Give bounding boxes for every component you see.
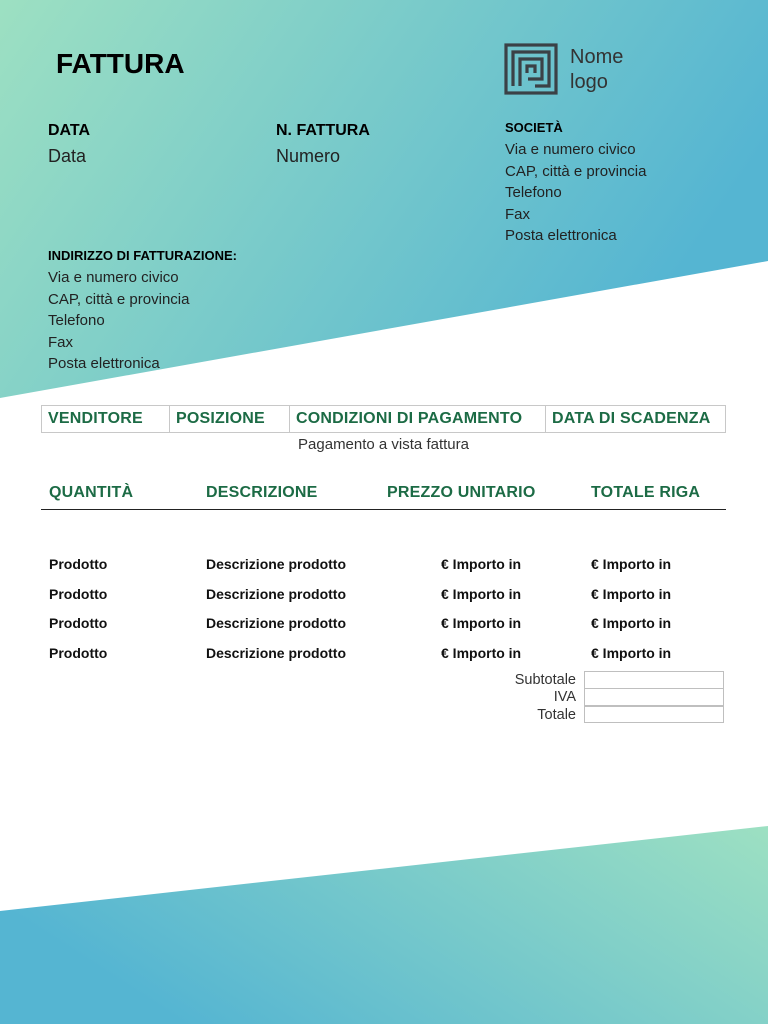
terms-col-position: POSIZIONE (170, 406, 290, 432)
footer-background (0, 826, 768, 1024)
company-city[interactable]: CAP, città e provincia (505, 162, 647, 180)
table-row (0, 556, 768, 576)
item-line-total[interactable]: € Importo in (591, 645, 672, 661)
items-col-quantity: QUANTITÀ (49, 484, 134, 501)
terms-col-due-date: DATA DI SCADENZA (552, 410, 711, 427)
billing-street[interactable]: Via e numero civico (48, 269, 179, 286)
terms-col-payment-conditions: CONDIZIONI DI PAGAMENTO (290, 406, 546, 432)
total-row (480, 706, 724, 724)
totals-block (480, 671, 724, 724)
total-label: Totale (537, 706, 576, 723)
items-table-header (41, 476, 726, 510)
item-quantity[interactable]: Prodotto (49, 586, 108, 602)
table-row (0, 615, 768, 635)
items-col-description: DESCRIZIONE (206, 484, 318, 501)
payment-terms-value[interactable]: Pagamento a vista fattura (298, 436, 469, 453)
total-field[interactable] (584, 706, 724, 724)
subtotal-row (480, 671, 724, 689)
item-line-total[interactable]: € Importo in (591, 556, 672, 572)
company-fax[interactable]: Fax (505, 205, 531, 223)
item-unit-price[interactable]: € Importo in (441, 586, 522, 602)
company-street[interactable]: Via e numero civico (505, 141, 636, 158)
billing-city[interactable]: CAP, città e provincia (48, 290, 190, 308)
date-label: DATA (48, 122, 91, 139)
billing-fax[interactable]: Fax (48, 333, 74, 351)
date-value[interactable]: Data (48, 146, 87, 166)
item-quantity[interactable]: Prodotto (49, 615, 108, 631)
invoice-number-value[interactable]: Numero (276, 146, 341, 166)
terms-col-seller: VENDITORE (42, 406, 170, 432)
billing-address-block (48, 248, 237, 375)
item-description[interactable]: Descrizione prodotto (206, 586, 347, 602)
invoice-number-label: N. FATTURA (276, 122, 370, 139)
item-quantity[interactable]: Prodotto (49, 556, 108, 572)
item-line-total[interactable]: € Importo in (591, 586, 672, 602)
date-block (48, 122, 90, 167)
items-col-line-total: TOTALE RIGA (591, 484, 701, 501)
vat-row (480, 689, 724, 707)
table-row (0, 645, 768, 665)
billing-label: INDIRIZZO DI FATTURAZIONE: (48, 248, 237, 263)
company-email[interactable]: Posta elettronica (505, 227, 617, 244)
logo (504, 43, 640, 95)
terms-table-header (41, 405, 726, 433)
table-row (0, 586, 768, 606)
company-phone[interactable]: Telefono (505, 184, 562, 201)
item-quantity[interactable]: Prodotto (49, 645, 108, 661)
billing-phone[interactable]: Telefono (48, 312, 105, 329)
item-unit-price[interactable]: € Importo in (441, 556, 522, 572)
vat-field[interactable] (584, 688, 724, 706)
invoice-number-block (276, 122, 370, 167)
item-unit-price[interactable]: € Importo in (441, 615, 522, 631)
invoice-title: FATTURA (56, 48, 185, 79)
item-description[interactable]: Descrizione prodotto (206, 645, 347, 661)
item-line-total[interactable]: € Importo in (591, 615, 672, 631)
billing-email[interactable]: Posta elettronica (48, 355, 160, 372)
company-label: SOCIETÀ (505, 120, 563, 135)
item-unit-price[interactable]: € Importo in (441, 645, 522, 661)
company-block (505, 120, 646, 247)
item-description[interactable]: Descrizione prodotto (206, 615, 347, 631)
items-col-unit-price: PREZZO UNITARIO (387, 484, 536, 501)
maze-logo-icon (504, 43, 558, 95)
logo-name: Nome logo (570, 46, 624, 93)
subtotal-field[interactable] (584, 671, 724, 689)
subtotal-label: Subtotale (514, 671, 576, 688)
vat-label: IVA (553, 689, 576, 706)
item-description[interactable]: Descrizione prodotto (206, 556, 347, 572)
